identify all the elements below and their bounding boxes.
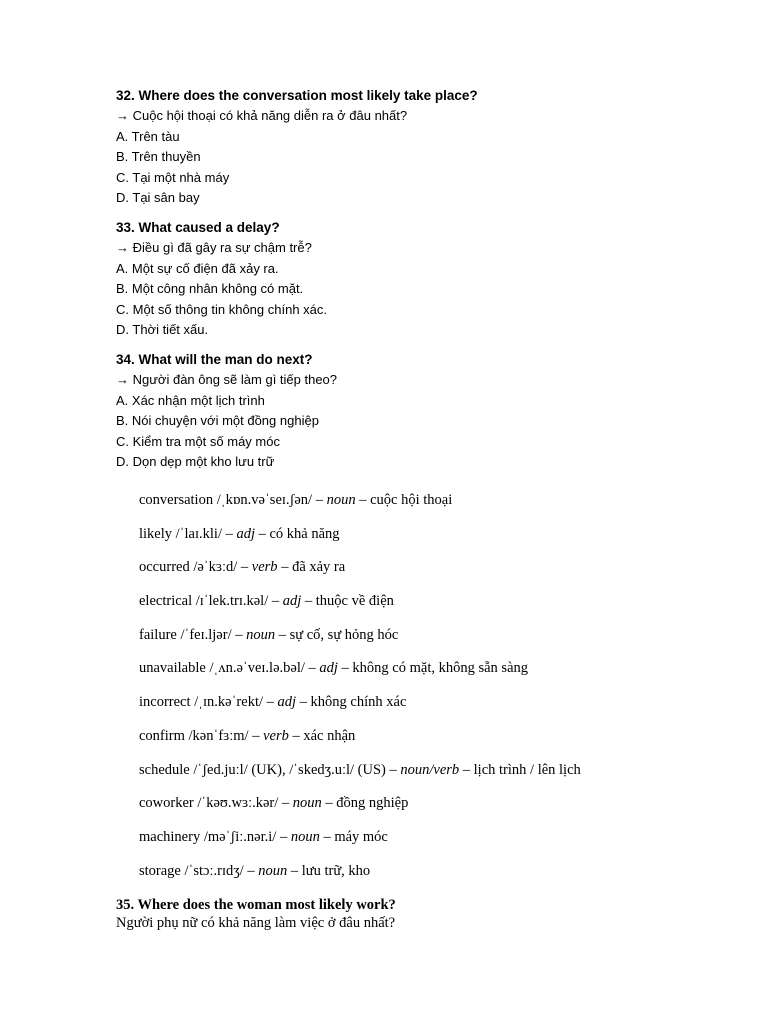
vocab-meaning: đồng nghiệp — [336, 795, 409, 812]
vocab-meaning: cuộc hội thoại — [370, 492, 453, 508]
option-c: C. Một số thông tin không chính xác. — [116, 301, 328, 317]
vocab-meaning: đã xảy ra — [292, 559, 346, 576]
vocab-word: failure — [139, 626, 177, 643]
vocab-pos: verb — [251, 559, 278, 576]
vocab-word: storage — [139, 862, 181, 879]
vocab-item-confirm: confirm /kənˈfɜːm/ – verb – xác nhận — [139, 727, 356, 744]
vocab-ipa: /ˌʌn.əˈveɪ.lə.bəl/ — [209, 660, 305, 677]
question-title: 34. What will the man do next? — [116, 352, 313, 367]
vocab-meaning: sự cố, sự hỏng hóc — [289, 626, 399, 643]
vocab-pos: adj — [277, 694, 297, 711]
vocab-item-machinery: machinery /məˈʃiː.nər.i/ – noun – máy móc — [139, 828, 388, 845]
vocab-meaning: thuộc về điện — [315, 593, 394, 610]
vocab-word: unavailable — [139, 660, 206, 677]
question-translation: → Người đàn ông sẽ làm gì tiếp theo? — [116, 372, 338, 387]
vocab-word: likely — [139, 525, 173, 542]
question-32 — [116, 86, 478, 209]
vocab-item-occurred: occurred /əˈkɜːd/ – verb – đã xảy ra — [139, 559, 346, 576]
question-34 — [116, 350, 337, 473]
question-title: 32. Where does the conversation most likely take place? — [116, 88, 478, 103]
option-a: A. Trên tàu — [116, 128, 180, 144]
vocab-ipa: /ɪˈlek.trɪ.kəl/ — [195, 593, 269, 610]
vocab-ipa: /əˈkɜːd/ — [193, 559, 238, 576]
vocab-word: electrical — [139, 593, 193, 610]
vocab-item-incorrect: incorrect /ˌɪn.kəˈrekt/ – adj – không chính xác — [139, 694, 407, 711]
vocab-ipa: /ˈkəʊ.wɜː.kər/ — [197, 795, 279, 812]
option-c: C. Tại một nhà máy — [116, 169, 230, 185]
question-translation: → Điều gì đã gây ra sự chậm trễ? — [116, 240, 312, 255]
vocab-word: conversation — [139, 492, 214, 508]
vocab-ipa: /ˈlaɪ.kli/ — [175, 525, 222, 542]
question-35 — [116, 896, 396, 932]
vocab-ipa: /məˈʃiː.nər.i/ — [203, 828, 277, 845]
question-title: 33. What caused a delay? — [116, 220, 280, 235]
vocab-meaning: lưu trữ, kho — [301, 862, 371, 879]
question-translation: Người phụ nữ có khả năng làm việc ở đâu nhất? — [116, 915, 396, 931]
vocab-pos: noun — [258, 862, 288, 879]
option-b: B. Nói chuyện với một đồng nghiệp — [116, 413, 319, 429]
vocab-meaning: máy móc — [334, 828, 388, 845]
vocab-ipa: /ˌkɒn.vəˈseɪ.ʃən/ — [216, 492, 313, 508]
vocab-item-storage: storage /ˈstɔː.rɪdʒ/ – noun – lưu trữ, kho — [139, 862, 371, 879]
vocab-meaning: xác nhận — [303, 727, 356, 744]
vocab-item-electrical: electrical /ɪˈlek.trɪ.kəl/ – adj – thuộc về điện — [139, 593, 394, 610]
vocab-pos: adj — [282, 593, 302, 610]
vocab-pos: noun — [292, 795, 322, 812]
vocab-ipa: /ˈʃed.juːl/ (UK), /ˈskedʒ.uːl/ (US) — [193, 761, 386, 778]
vocab-word: occurred — [139, 559, 190, 576]
vocab-ipa: /ˌɪn.kəˈrekt/ — [194, 694, 264, 711]
option-a: A. Một sự cố điện đã xảy ra. — [116, 260, 279, 276]
option-b: B. Trên thuyền — [116, 149, 201, 165]
vocab-item-conversation: conversation /ˌkɒn.vəˈseɪ.ʃən/ – noun – cuộc hội thoại — [139, 492, 453, 508]
vocab-pos: noun/verb — [400, 761, 460, 778]
vocab-item-likely: likely /ˈlaɪ.kli/ – adj – có khả năng — [139, 525, 340, 542]
question-translation: → Cuộc hội thoại có khả năng diễn ra ở đâu nhất? — [116, 108, 408, 123]
vocab-word: machinery — [139, 828, 201, 845]
option-d: D. Dọn dẹp một kho lưu trữ — [116, 454, 275, 470]
question-title: 35. Where does the woman most likely work? — [116, 897, 396, 913]
vocab-ipa: /kənˈfɜːm/ — [188, 727, 249, 744]
vocab-pos: noun — [290, 828, 320, 845]
vocab-pos: verb — [263, 727, 289, 744]
option-d: D. Thời tiết xấu. — [116, 322, 209, 338]
vocab-pos: adj — [319, 660, 338, 677]
vocab-meaning: không chính xác — [310, 694, 407, 711]
vocab-item-failure: failure /ˈfeɪ.ljər/ – noun – sự cố, sự hỏng hóc — [139, 626, 399, 643]
vocab-pos: adj — [236, 525, 255, 542]
vocab-word: confirm — [139, 727, 185, 744]
option-c: C. Kiểm tra một số máy móc — [116, 433, 280, 449]
vocab-ipa: /ˈfeɪ.ljər/ — [180, 626, 232, 643]
vocab-pos: noun — [246, 626, 276, 643]
vocab-meaning: lịch trình / lên lịch — [473, 761, 581, 778]
vocab-meaning: không có mặt, không sẵn sàng — [352, 660, 529, 677]
option-b: B. Một công nhân không có mặt. — [116, 281, 304, 297]
vocab-meaning: có khả năng — [269, 525, 340, 542]
vocab-ipa: /ˈstɔː.rɪdʒ/ — [184, 862, 244, 879]
question-33 — [116, 218, 327, 341]
vocab-item-schedule: schedule /ˈʃed.juːl/ (UK), /ˈskedʒ.uːl/ (US) – noun/verb – lịch trình / lên lịch — [139, 761, 581, 778]
vocab-item-unavailable: unavailable /ˌʌn.əˈveɪ.lə.bəl/ – adj – không có mặt, không sẵn sàng — [139, 660, 529, 677]
vocab-pos: noun — [326, 492, 356, 508]
vocab-word: schedule — [139, 761, 190, 778]
vocab-item-coworker: coworker /ˈkəʊ.wɜː.kər/ – noun – đồng nghiệp — [139, 795, 409, 812]
option-d: D. Tại sân bay — [116, 190, 200, 206]
option-a: A. Xác nhận một lịch trình — [116, 392, 265, 408]
vocab-word: incorrect — [139, 694, 191, 711]
vocab-word: coworker — [139, 795, 194, 812]
vocabulary-list — [139, 488, 581, 892]
